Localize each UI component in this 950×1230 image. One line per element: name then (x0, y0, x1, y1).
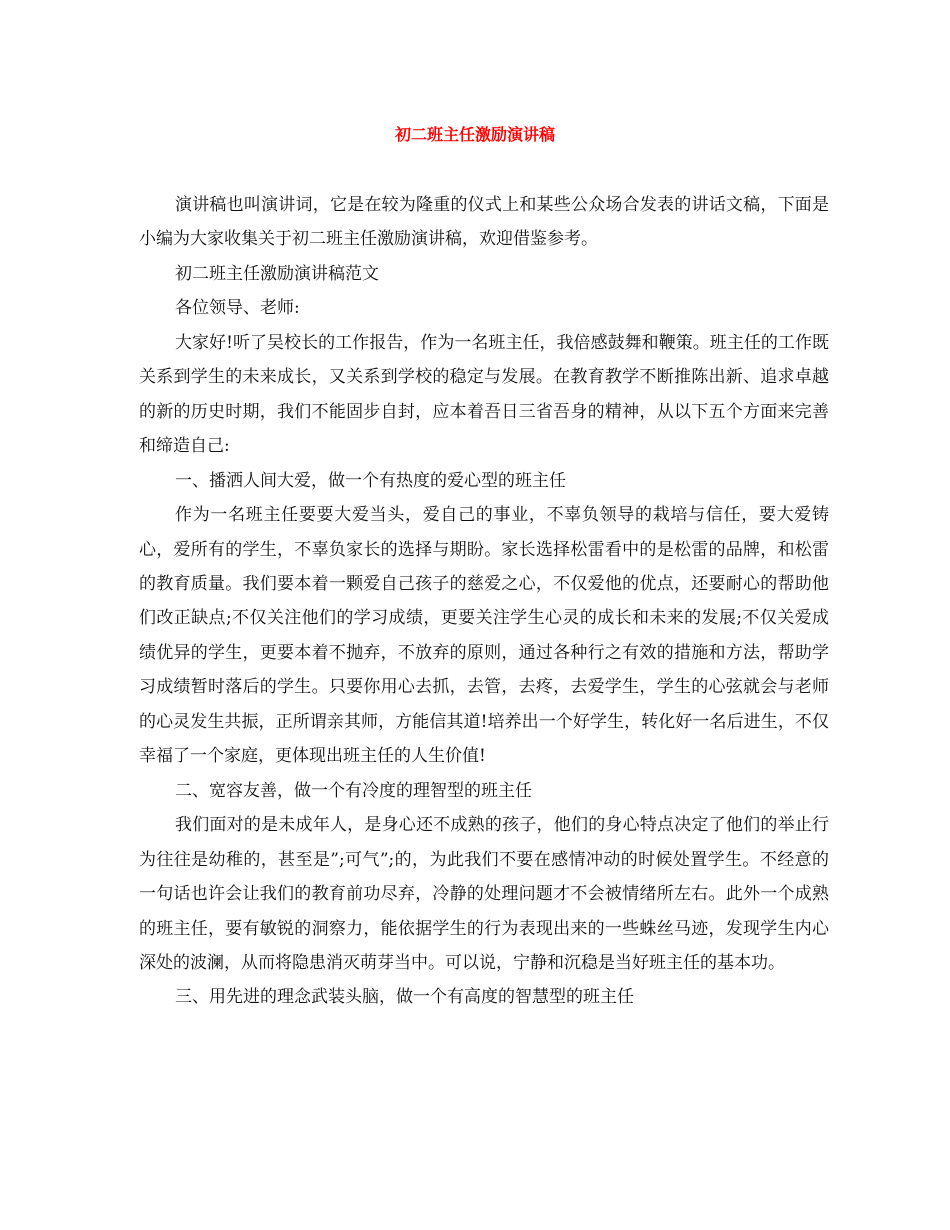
paragraph-subtitle: 初二班主任激励演讲稿范文 (175, 263, 379, 284)
paragraph-section-1: 作为一名班主任要要大爱当头，爱自己的事业，不辜负领导的栽培与信任，要大爱铸心，爱所有的学生，不辜负家长的选择与期盼。家长选择松雷看中的是松雷的品牌，和松雷的教育质量。我们要本着一颗爱自己孩子的慈爱之心，不仅爱他的优点，还要耐心的帮助他们改正缺点;不仅关注他们的学习成绩，更要关注学生心灵的成长和未来的发展;不仅关爱成绩优异的学生，更要本着不抛弃，不放弃的原则，通过各种行之有效的措施和方法，帮助学习成绩暂时落后的学生。只要你用心去抓，去管，去疼，去爱学生，学生的心弦就会与老师的心灵发生共振，正所谓亲其师，方能信其道!培养出一个好学生，转化好一名后进生，不仅幸福了一个家庭，更体现出班主任的人生价值! (139, 505, 829, 767)
section-heading-1: 一、播洒人间大爱，做一个有热度的爱心型的班主任 (175, 470, 566, 491)
document-title: 初二班主任激励演讲稿 (394, 125, 555, 144)
document-body (139, 188, 829, 1015)
paragraph-section-2: 我们面对的是未成年人，是身心还不成熟的孩子，他们的身心特点决定了他们的举止行为往往是幼稚的，甚至是”;可气”;的，为此我们不要在感情冲动的时候处置学生。不经意的一句话也许会让我们的教育前功尽弃，冷静的处理问题才不会被情绪所左右。此外一个成熟的班主任，要有敏锐的洞察力，能依据学生的行为表现出来的一些蛛丝马迹，发现学生内心深处的波澜，从而将隐患消灭萌芽当中。可以说，宁静和沉稳是当好班主任的基本功。 (139, 815, 829, 973)
paragraph-opening: 大家好!听了吴校长的工作报告，作为一名班主任，我倍感鼓舞和鞭策。班主任的工作既关系到学生的未来成长，又关系到学校的稳定与发展。在教育教学不断推陈出新、追求卓越的新的历史时期，我们不能固步自封，应本着吾日三省吾身的精神，从以下五个方面来完善和缔造自己: (139, 332, 829, 457)
section-heading-3: 三、用先进的理念武装头脑，做一个有高度的智慧型的班主任 (175, 987, 634, 1008)
paragraph-salutation: 各位领导、老师: (175, 298, 300, 319)
section-heading-2: 二、宽容友善，做一个有冷度的理智型的班主任 (175, 780, 532, 801)
paragraph-intro: 演讲稿也叫演讲词，它是在较为隆重的仪式上和某些公众场合发表的讲话文稿，下面是小编为大家收集关于初二班主任激励演讲稿，欢迎借鉴参考。 (139, 195, 829, 250)
